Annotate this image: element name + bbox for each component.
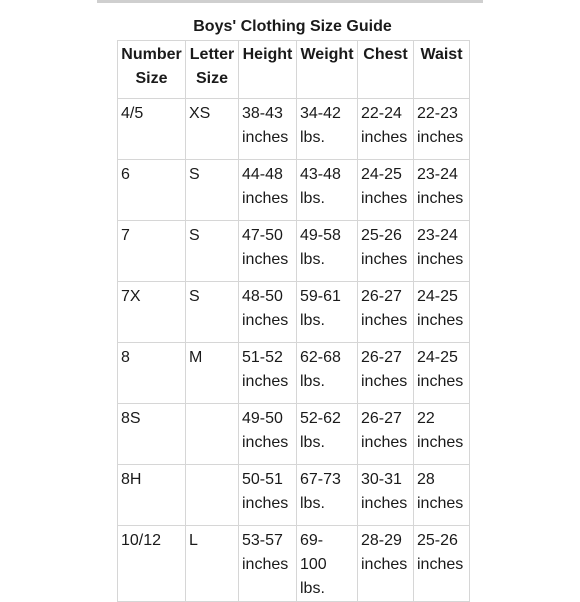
cell-weight: 69- 100 lbs. <box>297 526 358 602</box>
cell-chest: 26-27 inches <box>358 343 414 404</box>
cell-chest: 28-29 inches <box>358 526 414 602</box>
cell-weight: 67-73 lbs. <box>297 465 358 526</box>
cell-waist: 22 inches <box>414 404 470 465</box>
cell-letter-size: S <box>186 282 239 343</box>
cell-height: 49-50 inches <box>239 404 297 465</box>
cell-letter-size: XS <box>186 99 239 160</box>
cell-weight: 49-58 lbs. <box>297 221 358 282</box>
cell-chest: 26-27 inches <box>358 282 414 343</box>
table-row <box>118 221 470 282</box>
cell-waist: 23-24 inches <box>414 221 470 282</box>
cell-letter-size <box>186 404 239 465</box>
top-divider <box>97 0 483 3</box>
cell-chest: 22-24 inches <box>358 99 414 160</box>
cell-number-size: 7X <box>118 282 186 343</box>
cell-height: 38-43 inches <box>239 99 297 160</box>
table-row <box>118 404 470 465</box>
table-row <box>118 465 470 526</box>
cell-weight: 59-61 lbs. <box>297 282 358 343</box>
cell-waist: 24-25 inches <box>414 343 470 404</box>
cell-height: 44-48 inches <box>239 160 297 221</box>
page-title: Boys' Clothing Size Guide <box>193 18 392 35</box>
cell-letter-size: L <box>186 526 239 602</box>
header-waist: Waist <box>414 41 470 99</box>
cell-number-size: 10/12 <box>118 526 186 602</box>
cell-waist: 28 inches <box>414 465 470 526</box>
header-letter-size: Letter Size <box>186 41 239 99</box>
cell-letter-size: S <box>186 160 239 221</box>
cell-weight: 34-42 lbs. <box>297 99 358 160</box>
table-row <box>118 160 470 221</box>
cell-height: 48-50 inches <box>239 282 297 343</box>
table-row <box>118 526 470 602</box>
cell-letter-size: M <box>186 343 239 404</box>
cell-letter-size: S <box>186 221 239 282</box>
table-row <box>118 343 470 404</box>
cell-chest: 30-31 inches <box>358 465 414 526</box>
cell-height: 47-50 inches <box>239 221 297 282</box>
table-row <box>118 282 470 343</box>
cell-number-size: 8H <box>118 465 186 526</box>
header-row <box>118 41 470 99</box>
header-weight: Weight <box>297 41 358 99</box>
cell-chest: 26-27 inches <box>358 404 414 465</box>
cell-chest: 25-26 inches <box>358 221 414 282</box>
cell-number-size: 4/5 <box>118 99 186 160</box>
cell-weight: 62-68 lbs. <box>297 343 358 404</box>
cell-height: 50-51 inches <box>239 465 297 526</box>
cell-number-size: 7 <box>118 221 186 282</box>
cell-number-size: 8 <box>118 343 186 404</box>
header-height: Height <box>239 41 297 99</box>
cell-letter-size <box>186 465 239 526</box>
cell-weight: 43-48 lbs. <box>297 160 358 221</box>
cell-height: 51-52 inches <box>239 343 297 404</box>
cell-height: 53-57 inches <box>239 526 297 602</box>
cell-waist: 25-26 inches <box>414 526 470 602</box>
cell-number-size: 8S <box>118 404 186 465</box>
header-number-size: Number Size <box>118 41 186 99</box>
table-row <box>118 99 470 160</box>
size-guide-table <box>117 40 470 602</box>
cell-number-size: 6 <box>118 160 186 221</box>
cell-chest: 24-25 inches <box>358 160 414 221</box>
cell-waist: 23-24 inches <box>414 160 470 221</box>
header-chest: Chest <box>358 41 414 99</box>
cell-waist: 22-23 inches <box>414 99 470 160</box>
cell-weight: 52-62 lbs. <box>297 404 358 465</box>
cell-waist: 24-25 inches <box>414 282 470 343</box>
